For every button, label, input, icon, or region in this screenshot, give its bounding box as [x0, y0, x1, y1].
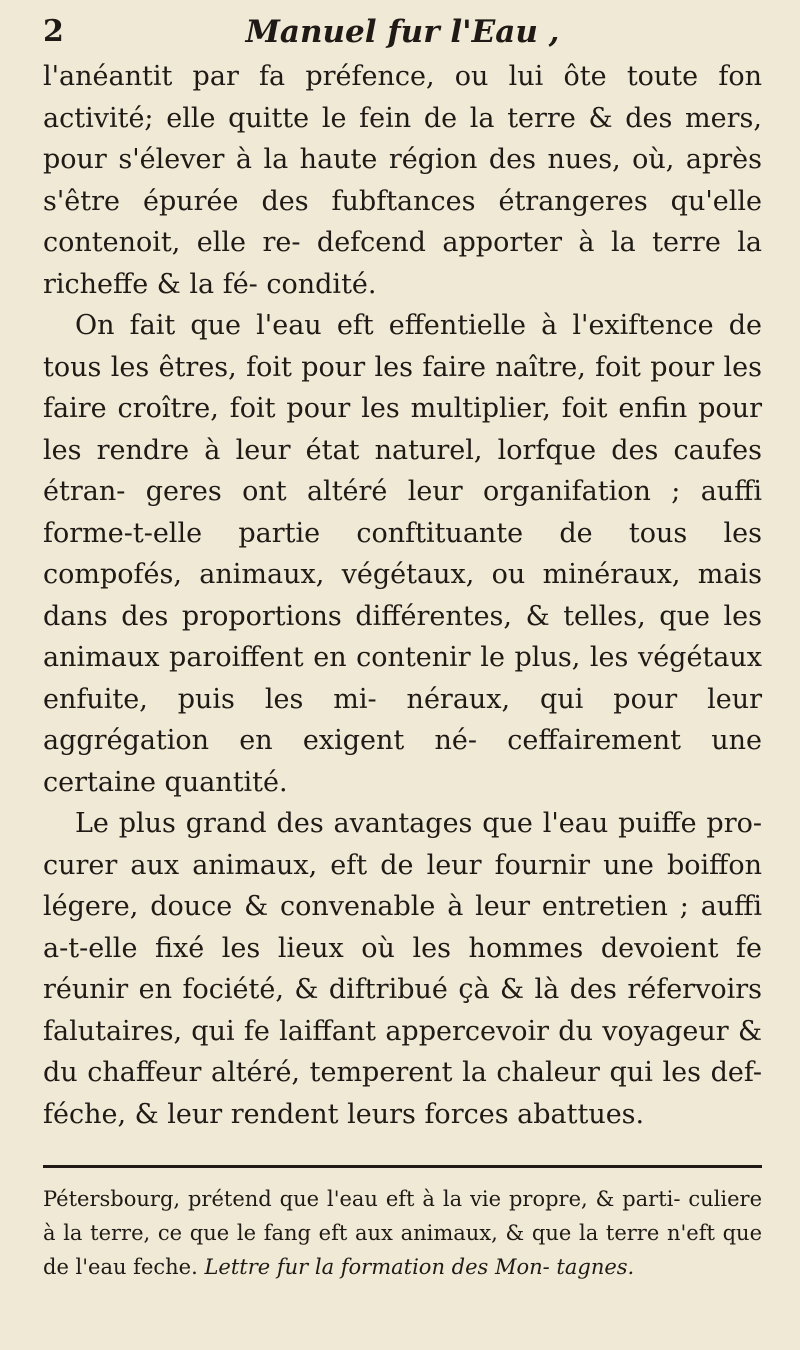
footnote-text: Pétersbourg, prétend que l'eau eft à la vie propre, & parti- culiere à la terre, ce que le fang eft aux animaux, & que la terre n'eft que de l'eau feche. — [43, 1187, 762, 1279]
paragraph-continued: l'anéantit par fa préfence, ou lui ôte toute fon activité; elle quitte le fein de la terre & des mers, pour s'élever à la haute région des nues, où, après s'être épurée des fubftances étrangeres qu'elle contenoit, elle re- defcend apporter à la terre la richeffe & la fé- condité. — [43, 61, 762, 300]
paragraph-water-essential: On fait que l'eau eft effentielle à l'exiftence de tous les êtres, foit pour les faire naître, foit pour les faire croître, foit pour les multiplier, foit enfin pour les rendre à leur état naturel, lorfque des caufes étran- geres ont altéré leur organifation ; auffi forme-t-elle partie conftituante de tous les compofés, animaux, végétaux, ou minéraux, mais dans des proportions différentes, & telles, que les animaux paroiffent en contenir le plus, les végétaux enfuite, puis les mi- néraux, qui pour leur aggrégation en exigent né- ceffairement une certaine quantité. — [43, 310, 762, 798]
page-number: 2 — [43, 14, 64, 49]
running-title: Manuel fur l'Eau , — [245, 14, 560, 50]
paragraph-advantages: Le plus grand des avantages que l'eau puiffe pro- curer aux animaux, eft de leur fournir une boiffon légere, douce & convenable à leur entretien ; auffi a-t-elle fixé les lieux où les hommes devoient fe réunir en fociété, & diftribué çà & là des réfervoirs falutaires, qui fe laiffant appercevoir du voyageur & du chaffeur altéré, temperent la chaleur qui les def- féche, & leur rendent leurs forces abattues. — [43, 808, 762, 1130]
body-text — [43, 56, 762, 1135]
footnote — [43, 1182, 762, 1284]
footnote-divider — [43, 1165, 762, 1168]
running-head — [43, 12, 762, 56]
footnote-citation: Lettre fur la formation des Mon- tagnes. — [204, 1255, 635, 1279]
